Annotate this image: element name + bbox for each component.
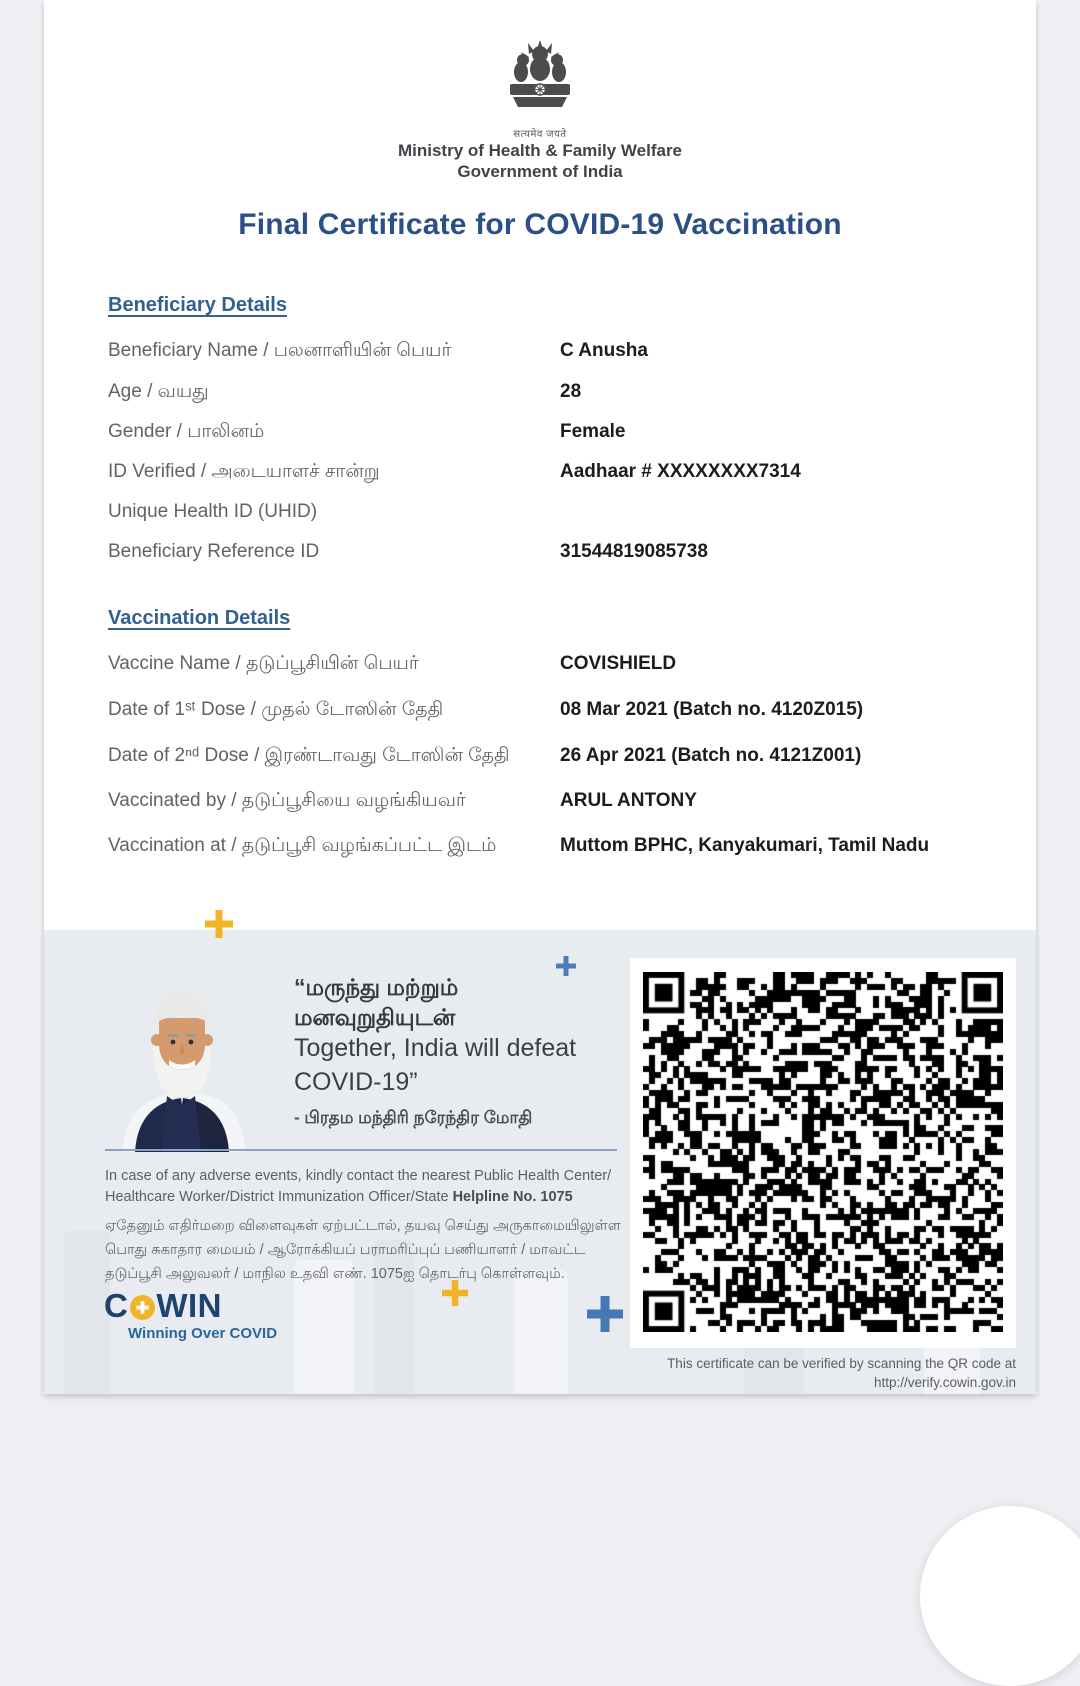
field-value: Female xyxy=(560,421,626,442)
advice-tamil: ஏதேனும் எதிர்மறை விளைவுகள் ஏற்பட்டால், தயவு செய்து அருகாமையிலுள்ள பொது சுகாதார மையம் / ஆரோக்கியப் பராமரிப்புப் பணியாளர் / மாவட்ட தடுப்பூசி அலுவலர் / மாநில உதவி எண். 1075ஐ தொடர்பு கொள்ளவும். xyxy=(105,1218,621,1282)
vaccination-at-row xyxy=(108,835,1020,859)
cowin-logo-c: C xyxy=(104,1287,129,1324)
field-label: ID Verified / அடையாளச் சான்று xyxy=(108,461,380,482)
quote-divider xyxy=(105,1149,617,1151)
field-value: Aadhaar # XXXXXXXX7314 xyxy=(560,461,801,482)
field-label: Date of 1ˢᵗ Dose / முதல் டோஸின் தேதி xyxy=(108,699,444,720)
field-value: 28 xyxy=(560,381,582,402)
quote-english-line1: Together, India will defeat xyxy=(294,1034,577,1062)
field-label: Beneficiary Reference ID xyxy=(108,541,320,562)
field-value: 26 Apr 2021 (Batch no. 4121Z001) xyxy=(560,745,862,766)
pm-portrait xyxy=(105,984,258,1152)
beneficiary-details-heading: Beneficiary Details xyxy=(108,294,287,316)
beneficiary-name-row xyxy=(108,340,1020,364)
qr-caption-url: http://verify.cowin.gov.in xyxy=(873,1375,1016,1390)
quote-attribution: - பிரதம மந்திரி நரேந்திர மோதி xyxy=(294,1108,533,1127)
field-label: Beneficiary Name / பலனாளியின் பெயர் xyxy=(108,340,452,361)
field-label: Unique Health ID (UHID) xyxy=(108,501,318,522)
gender-row xyxy=(108,421,1020,445)
plus-icon xyxy=(587,1296,623,1332)
field-label: Vaccinated by / தடுப்பூசியை வழங்கியவர் xyxy=(108,790,466,811)
field-value: 08 Mar 2021 (Batch no. 4120Z015) xyxy=(560,699,864,720)
field-value: Muttom BPHC, Kanyakumari, Tamil Nadu xyxy=(560,835,930,856)
second-dose-row xyxy=(108,745,1020,769)
india-emblem-icon xyxy=(490,38,590,126)
id-verified-row xyxy=(108,461,1020,485)
floating-action-button[interactable] xyxy=(920,1506,1080,1686)
emblem-motto: सत्यमेव जयते xyxy=(513,129,567,140)
cowin-logo-win: WIN xyxy=(156,1287,222,1324)
field-value: ARUL ANTONY xyxy=(560,790,697,811)
field-value: COVISHIELD xyxy=(560,653,677,674)
cowin-plus-icon xyxy=(130,1295,155,1320)
helpline-number: Helpline No. 1075 xyxy=(452,1189,573,1205)
quote-tamil-line1: “மருந்து மற்றும் xyxy=(294,974,459,1000)
vaccine-name-row xyxy=(108,653,1020,677)
qr-code xyxy=(643,972,1003,1332)
advice-english-line2: Healthcare Worker/District Immunization Officer/State xyxy=(105,1189,453,1205)
banner-section xyxy=(44,930,1036,1394)
field-label: Gender / பாலினம் xyxy=(108,421,265,442)
certificate-title: Final Certificate for COVID-19 Vaccination xyxy=(238,208,842,241)
qr-card xyxy=(630,958,1016,1348)
field-value: C Anusha xyxy=(560,340,648,361)
quote-english-line2: COVID-19” xyxy=(294,1068,418,1096)
first-dose-row xyxy=(108,699,1020,723)
qr-caption xyxy=(416,1354,1016,1392)
field-value: 31544819085738 xyxy=(560,541,708,562)
field-label: Date of 2ⁿᵈ Dose / இரண்டாவது டோஸின் தேதி xyxy=(108,745,510,766)
certificate-page xyxy=(44,0,1036,1394)
cowin-tagline: Winning Over COVID xyxy=(128,1325,278,1342)
vaccination-details-heading: Vaccination Details xyxy=(108,607,291,629)
uhid-row xyxy=(108,501,1020,523)
plus-icon xyxy=(556,956,576,976)
advice-english xyxy=(105,1166,635,1208)
field-label: Vaccination at / தடுப்பூசி வழங்கப்பட்ட இடம் xyxy=(108,835,497,856)
advice-english-line1: In case of any adverse events, kindly contact the nearest Public Health Center/ xyxy=(105,1168,612,1184)
quote-tamil-line2: மனவுறுதியுடன் xyxy=(294,1004,456,1030)
qr-caption-line1: This certificate can be verified by scanning the QR code at xyxy=(667,1356,1016,1371)
government-name: Government of India xyxy=(457,162,623,181)
cowin-logo xyxy=(104,1288,277,1342)
age-row xyxy=(108,381,1020,405)
field-label: Age / வயது xyxy=(108,381,209,402)
ministry-name: Ministry of Health & Family Welfare xyxy=(397,141,683,160)
field-label: Vaccine Name / தடுப்பூசியின் பெயர் xyxy=(108,653,419,674)
vaccinated-by-row xyxy=(108,790,1020,814)
beneficiary-reference-row xyxy=(108,541,1020,563)
plus-icon xyxy=(205,910,233,938)
